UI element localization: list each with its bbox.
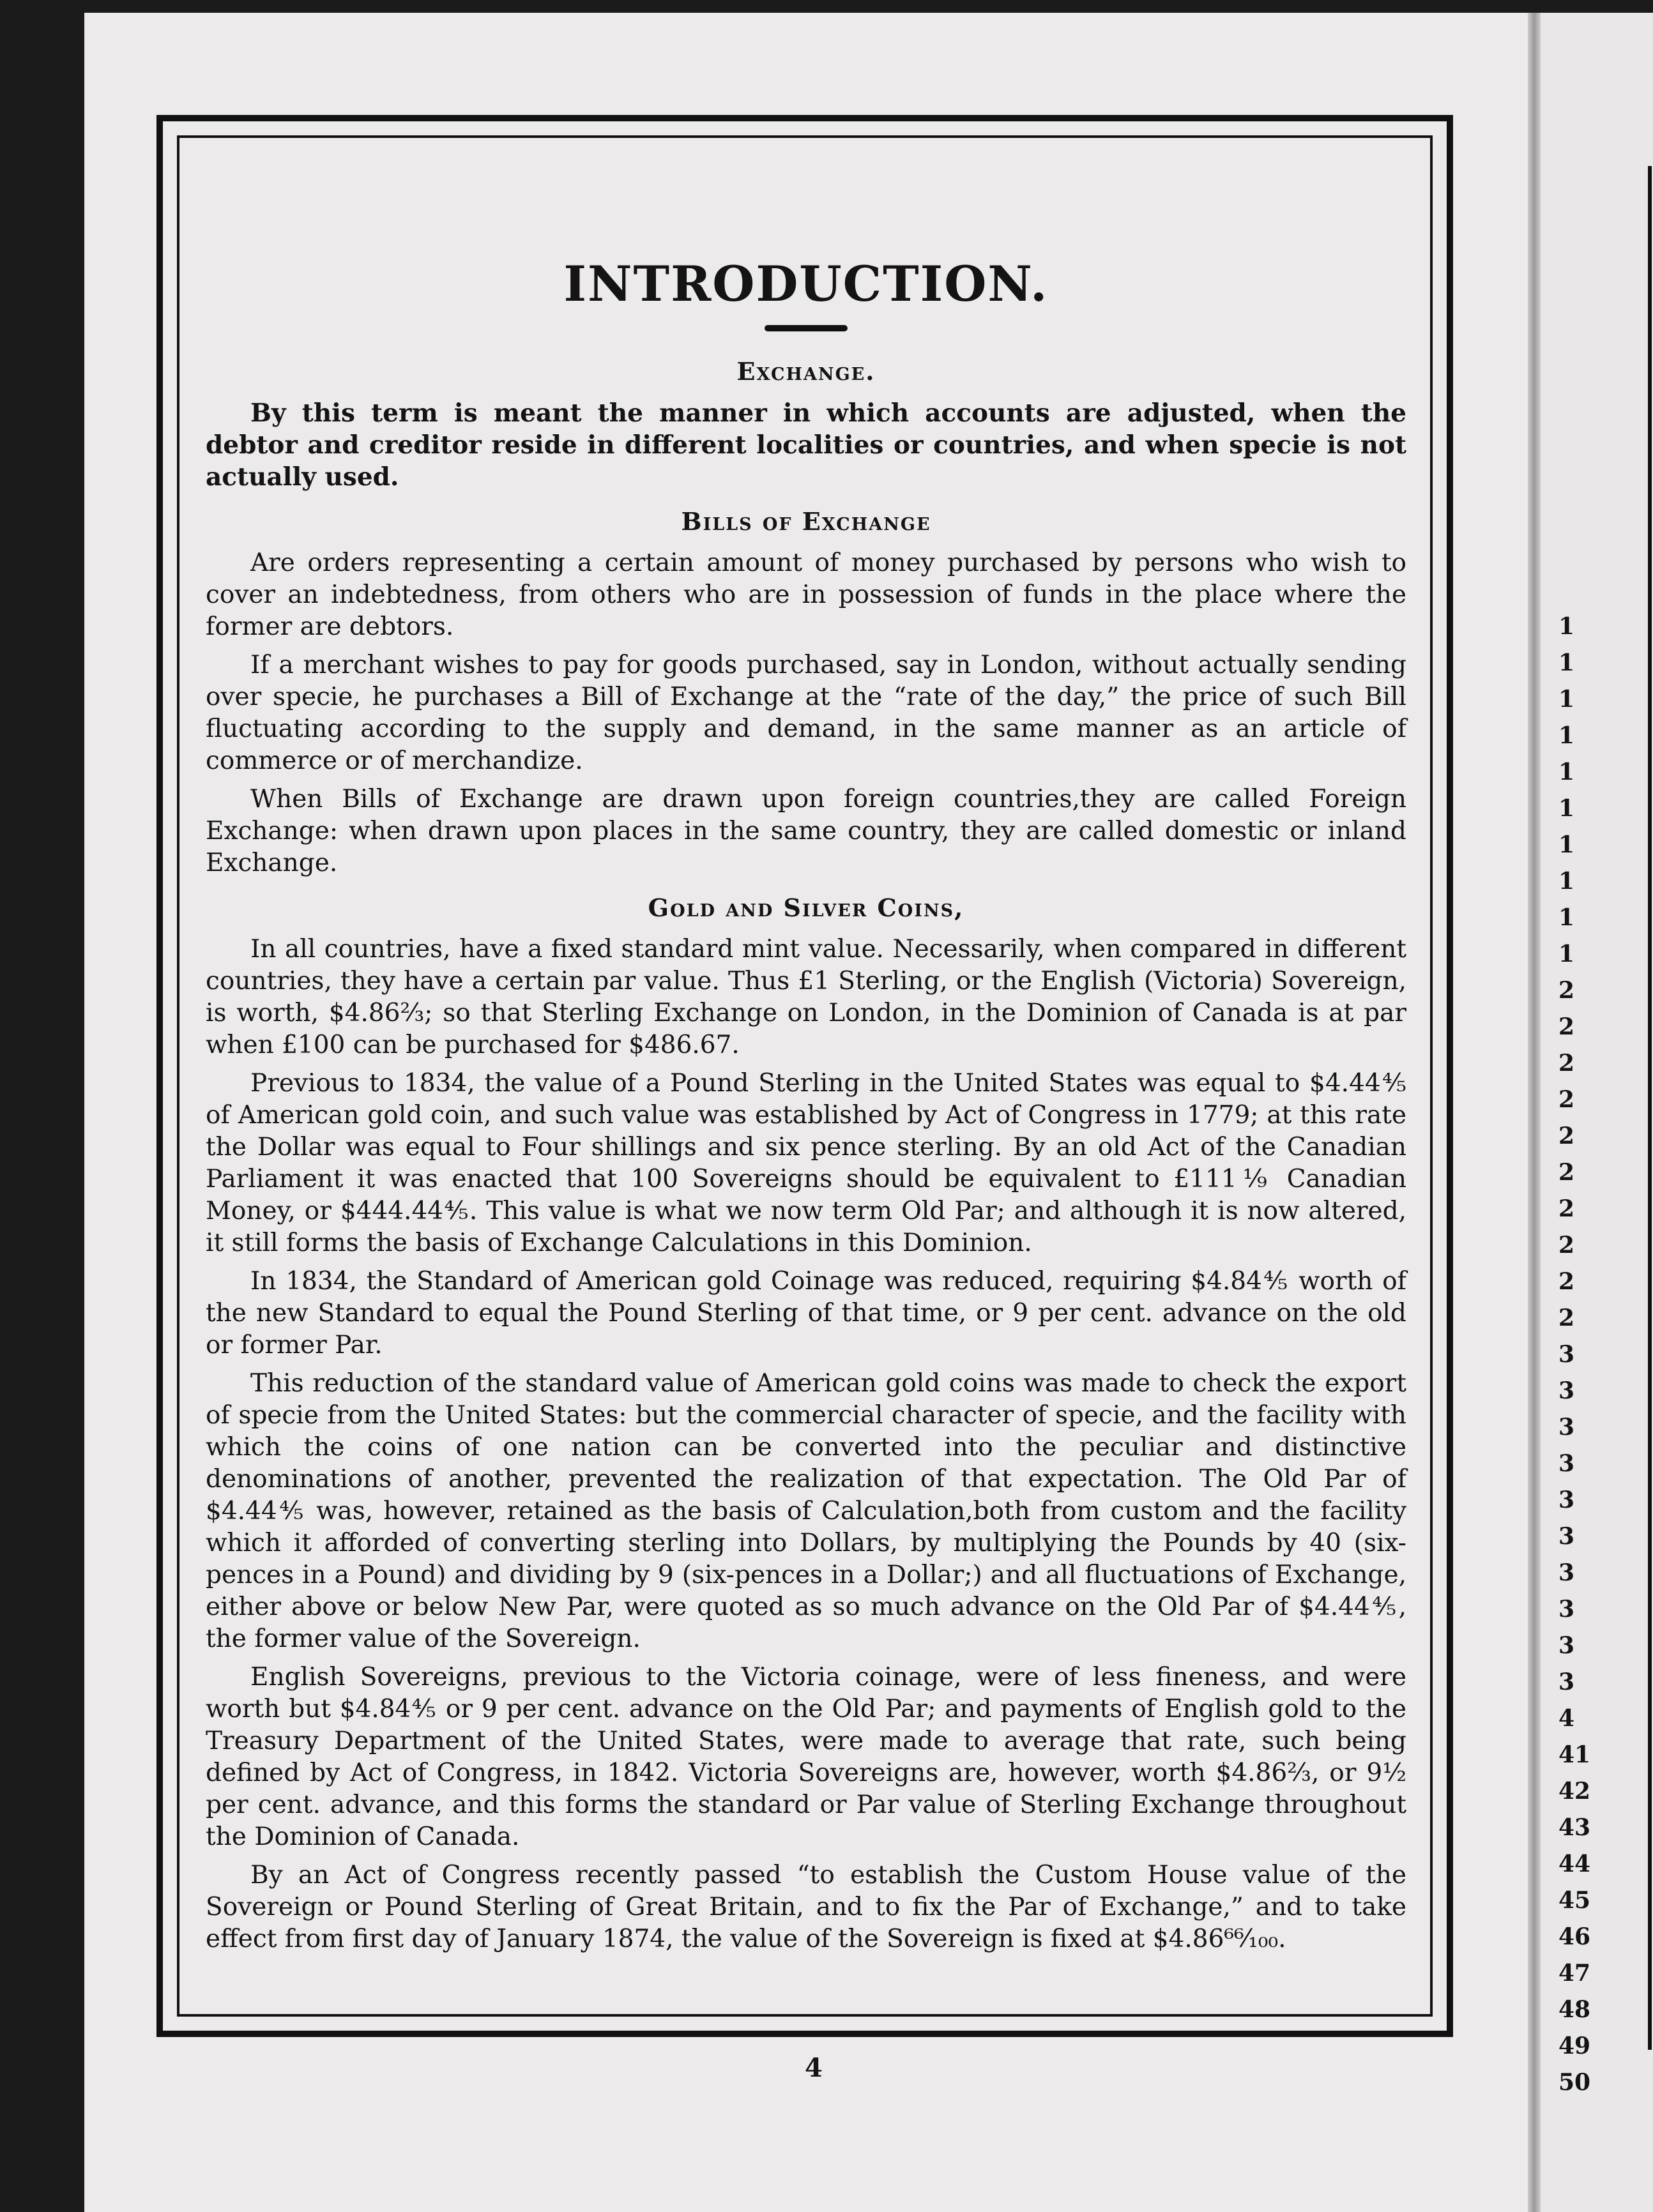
facing-page-number: 49 [1558, 2033, 1591, 2059]
title-ornament [765, 325, 848, 331]
facing-page-number: 3 [1558, 1632, 1575, 1659]
facing-page-number: 2 [1558, 977, 1575, 1004]
facing-page-number: 2 [1558, 1305, 1575, 1331]
paragraph: In all countries, have a fixed standard mint value. Necessarily, when compared in different countries, they have a certain par value. Thus £1 Sterling, or the English (Victoria) Sovereign, is worth, $4.86⅔; so that Sterling Exchange on London, in the Dominion of Canada is at par when £100 can be purchased for $486.67. [206, 935, 1406, 1059]
paragraph: Are orders representing a certain amount of money purchased by persons who wish to cover an indebtedness, from others who are in possession of funds in the place where the former are debtors. [206, 549, 1406, 641]
facing-page-number: 3 [1558, 1450, 1575, 1477]
facing-page-number: 3 [1558, 1377, 1575, 1404]
paragraph: When Bills of Exchange are drawn upon foreign countries,they are called Foreign Exchange: when drawn upon places in the same country, they are called domestic or inland Exchange. [206, 785, 1406, 877]
facing-page-number: 2 [1558, 1268, 1575, 1295]
book-spine [1528, 13, 1541, 2212]
facing-page-number: 4 [1558, 1705, 1575, 1732]
facing-page-number: 3 [1558, 1523, 1575, 1550]
facing-page-number: 1 [1558, 868, 1575, 895]
facing-page-number: 43 [1558, 1814, 1591, 1841]
paragraph: In 1834, the Standard of American gold Coinage was reduced, requiring $4.84⅘ worth of the new Standard to equal the Pound Sterling of that time, or 9 per cent. advance on the old or former Par. [206, 1267, 1406, 1360]
facing-page [1541, 13, 1653, 2212]
paragraph: If a merchant wishes to pay for goods purchased, say in London, without actually sending over specie, he purchases a Bill of Exchange at the “rate of the day,” the price of such Bill fluctuating according to the supply and demand, in the same manner as an article of commerce or of merchandize. [206, 651, 1406, 775]
facing-page-number: 1 [1558, 831, 1575, 858]
page-content [206, 255, 1406, 1962]
facing-page-number: 2 [1558, 1050, 1575, 1077]
paragraph: This reduction of the standard value of American gold coins was made to check the export of specie from the United States: but the commercial character of specie, and the facility with which the coins of one nation can be converted into the peculiar and distinctive denominations of another, prevented the realization of that expectation. The Old Par of $4.44⅘ was, however, retained as the basis of Calculation,both from custom and the facility which it afforded of converting sterling into Dollars, by multiplying the Pounds by 40 (six-pences in a Pound) and dividing by 9 (six-pences in a Dollar;) and all fluctuations of Exchange, either above or below New Par, were quoted as so much advance on the Old Par of $4.44⅘, the former value of the Sovereign. [206, 1369, 1406, 1653]
section-heading-coins: Gold and Silver Coins, [648, 893, 964, 922]
facing-page-number: 42 [1558, 1778, 1591, 1805]
paragraph: English Sovereigns, previous to the Victoria coinage, were of less fineness, and were worth but $4.84⅘ or 9 per cent. advance on the Old Par; and payments of English gold to the Treasury Department of the United States, were made to average that rate, such being defined by Act of Congress, in 1842. Victoria Sovereigns are, however, worth $4.86⅔, or 9½ per cent. advance, and this forms the standard or Par value of Sterling Exchange throughout the Dominion of Canada. [206, 1663, 1406, 1851]
facing-page-number: 2 [1558, 1123, 1575, 1149]
section-heading-bills: Bills of Exchange [681, 507, 931, 536]
facing-page-number: 45 [1558, 1887, 1591, 1914]
facing-page-number: 3 [1558, 1596, 1575, 1623]
facing-page-number: 46 [1558, 1923, 1591, 1950]
page-title: INTRODUCTION. [563, 255, 1049, 312]
facing-page-number: 2 [1558, 1086, 1575, 1113]
facing-page-number: 3 [1558, 1414, 1575, 1441]
facing-page-number: 47 [1558, 1960, 1591, 1987]
facing-page-number: 1 [1558, 613, 1575, 640]
page-number: 4 [805, 2053, 823, 2083]
section-heading-exchange: Exchange. [736, 357, 876, 386]
facing-page-number: 1 [1558, 722, 1575, 749]
paragraph: By an Act of Congress recently passed “to establish the Custom House value of the Sovereign or Pound Sterling of Great Britain, and to fix the Par of Exchange,” and to take effect from first day of January 1874, the value of the Sovereign is fixed at $4.86⁶⁶⁄₁₀₀. [206, 1861, 1406, 1953]
facing-page-number: 1 [1558, 686, 1575, 713]
paragraph: Previous to 1834, the value of a Pound Sterling in the United States was equal to $4.44⅘ of American gold coin, and such value was established by Act of Congress in 1779; at this rate the Dollar was equal to Four shillings and six pence sterling. By an old Act of the Canadian Parliament it was enacted that 100 Sovereigns should be equivalent to £111⅑ Canadian Money, or $444.44⅘. This value is what we now term Old Par; and although it is now altered, it still forms the basis of Exchange Calculations in this Dominion. [206, 1069, 1406, 1257]
facing-page-number: 1 [1558, 759, 1575, 785]
facing-page-number: 1 [1558, 649, 1575, 676]
facing-page-number: 2 [1558, 1013, 1575, 1040]
facing-page-border [1648, 166, 1652, 2050]
facing-page-number: 48 [1558, 1996, 1591, 2023]
facing-page-number: 3 [1558, 1487, 1575, 1513]
facing-page-number: 3 [1558, 1559, 1575, 1586]
facing-page-number: 1 [1558, 904, 1575, 931]
facing-page-number: 1 [1558, 795, 1575, 822]
facing-page-number: 50 [1558, 2069, 1591, 2096]
paragraph: By this term is meant the manner in which accounts are adjusted, when the debtor and creditor reside in different localities or countries, and when specie is not actually used. [206, 398, 1406, 492]
facing-page-number: 41 [1558, 1741, 1591, 1768]
facing-page-number: 2 [1558, 1159, 1575, 1186]
facing-page-number: 3 [1558, 1341, 1575, 1368]
facing-page-number: 3 [1558, 1669, 1575, 1695]
facing-page-number: 44 [1558, 1851, 1591, 1877]
facing-page-number: 1 [1558, 941, 1575, 967]
facing-page-number: 2 [1558, 1195, 1575, 1222]
facing-page-number: 2 [1558, 1232, 1575, 1259]
